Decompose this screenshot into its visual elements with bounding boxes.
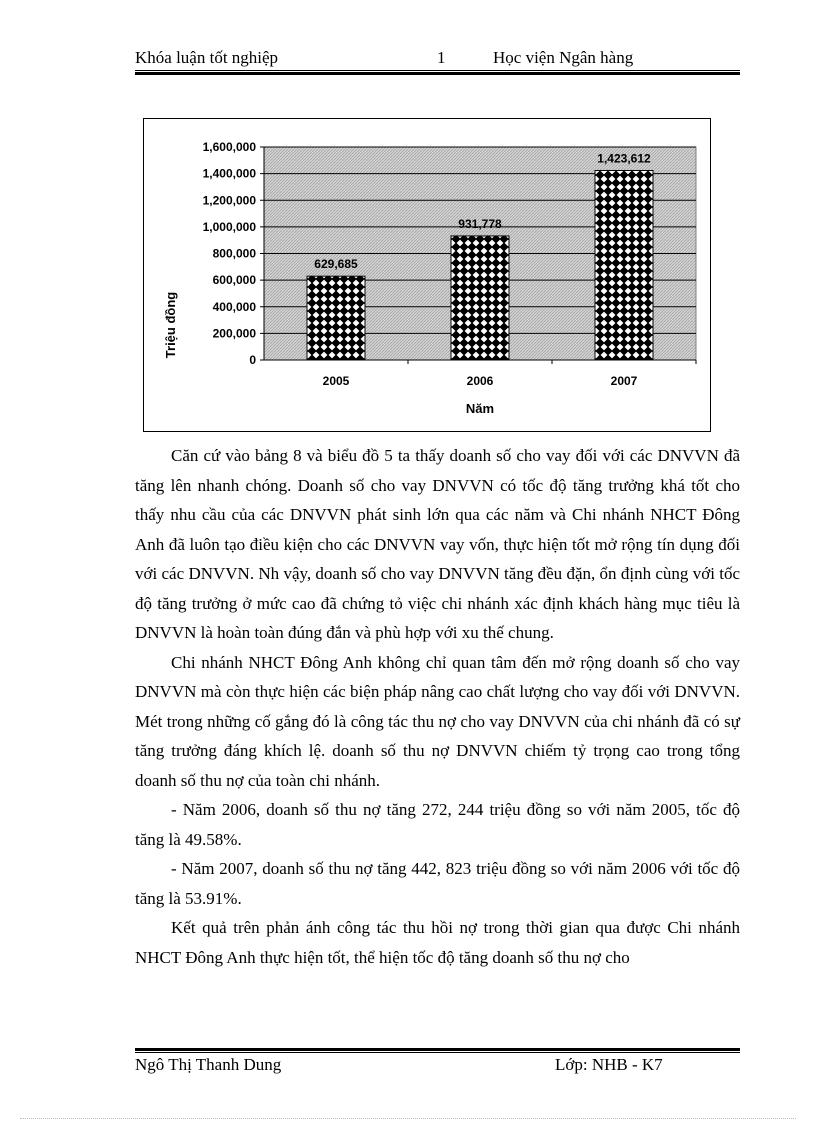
header-rule-thin <box>135 70 740 71</box>
page-edge-dots <box>20 1118 796 1120</box>
data-label: 931,778 <box>458 216 502 231</box>
bar <box>451 236 509 360</box>
data-label: 629,685 <box>314 257 358 272</box>
footer-rule-thick <box>135 1048 740 1051</box>
y-tick-label: 0 <box>249 353 256 367</box>
bar <box>307 276 365 360</box>
paragraph: Kết quả trên phản ánh công tác thu hồi nợ trong thời gian qua được Chi nhánh NHCT Đông Anh thực hiện tốt, thể hiện tốc độ tăng doanh số thu nợ cho <box>135 918 740 967</box>
chart-svg <box>144 119 710 431</box>
header-institution: Học viện Ngân hàng <box>493 48 634 67</box>
y-tick-label: 1,200,000 <box>202 193 256 208</box>
y-tick-label: 800,000 <box>212 246 256 261</box>
y-tick-label: 600,000 <box>212 273 256 288</box>
x-tick-label: 2005 <box>322 374 350 388</box>
chart-xlabel: Năm <box>465 401 495 416</box>
page-number: 1 <box>437 48 446 67</box>
paragraph: - Năm 2006, doanh số thu nợ tăng 272, 244 triệu đồng so với năm 2005, tốc độ tăng là 49.58%. <box>135 800 740 849</box>
y-tick-label: 1,400,000 <box>202 166 256 181</box>
loan-chart <box>143 118 711 432</box>
body-text <box>135 441 740 972</box>
y-tick-label: 1,000,000 <box>202 219 256 234</box>
page-footer <box>135 1055 740 1077</box>
paragraph: Chi nhánh NHCT Đông Anh không chỉ quan tâm đến mở rộng doanh số cho vay DNVVN mà còn thực hiện các biện pháp nâng cao chất lượng cho vay đối với DNVVN. Mét trong những cố gắng đó là công tác thu nợ cho vay DNVVN của chi nhánh đã có sự tăng trưởng đáng khích lệ. doanh số thu nợ DNVVN chiếm tỷ trọng cao trong tổng doanh số thu nợ của toàn chi nhánh. <box>135 652 740 790</box>
paragraph: - Năm 2007, doanh số thu nợ tăng 442, 823 triệu đồng so với năm 2006 với tốc độ tăng là 53.91%. <box>135 859 740 908</box>
data-label: 1,423,612 <box>597 151 651 166</box>
footer-author: Ngô Thị Thanh Dung <box>135 1055 282 1074</box>
footer-rule-thin <box>135 1052 740 1053</box>
x-tick-label: 2006 <box>466 374 494 388</box>
bar <box>595 170 653 360</box>
x-tick-label: 2007 <box>610 374 638 388</box>
y-tick-label: 200,000 <box>212 326 256 341</box>
paragraph: Căn cứ vào bảng 8 và biểu đồ 5 ta thấy doanh số cho vay đối với các DNVVN đã tăng lên nhanh chóng. Doanh số cho vay DNVVN có tốc độ tăng trưởng khá tốt cho thấy nhu cầu của các DNVVN phát sinh lớn qua các năm và Chi nhánh NHCT Đông Anh đã luôn tạo điều kiện cho các DNVVN vay vốn, thực hiện tốt mở rộng tín dụng đối với các DNVVN. Nh vậy, doanh số cho vay DNVVN tăng đều đặn, ổn định cùng với tốc độ tăng trưởng ở mức cao đã chứng tỏ việc chi nhánh xác định khách hàng mục tiêu là DNVVN là hoàn toàn đúng đắn và phù hợp với xu thế chung. <box>135 446 740 642</box>
footer-class: Lớp: NHB - K7 <box>555 1055 663 1074</box>
y-tick-label: 400,000 <box>212 299 256 314</box>
page-header <box>135 48 740 70</box>
chart-ylabel: Triệu đồng <box>163 291 178 359</box>
header-title: Khóa luận tốt nghiệp <box>135 48 279 67</box>
header-rule-thick <box>135 72 740 75</box>
y-tick-label: 1,600,000 <box>202 140 256 154</box>
